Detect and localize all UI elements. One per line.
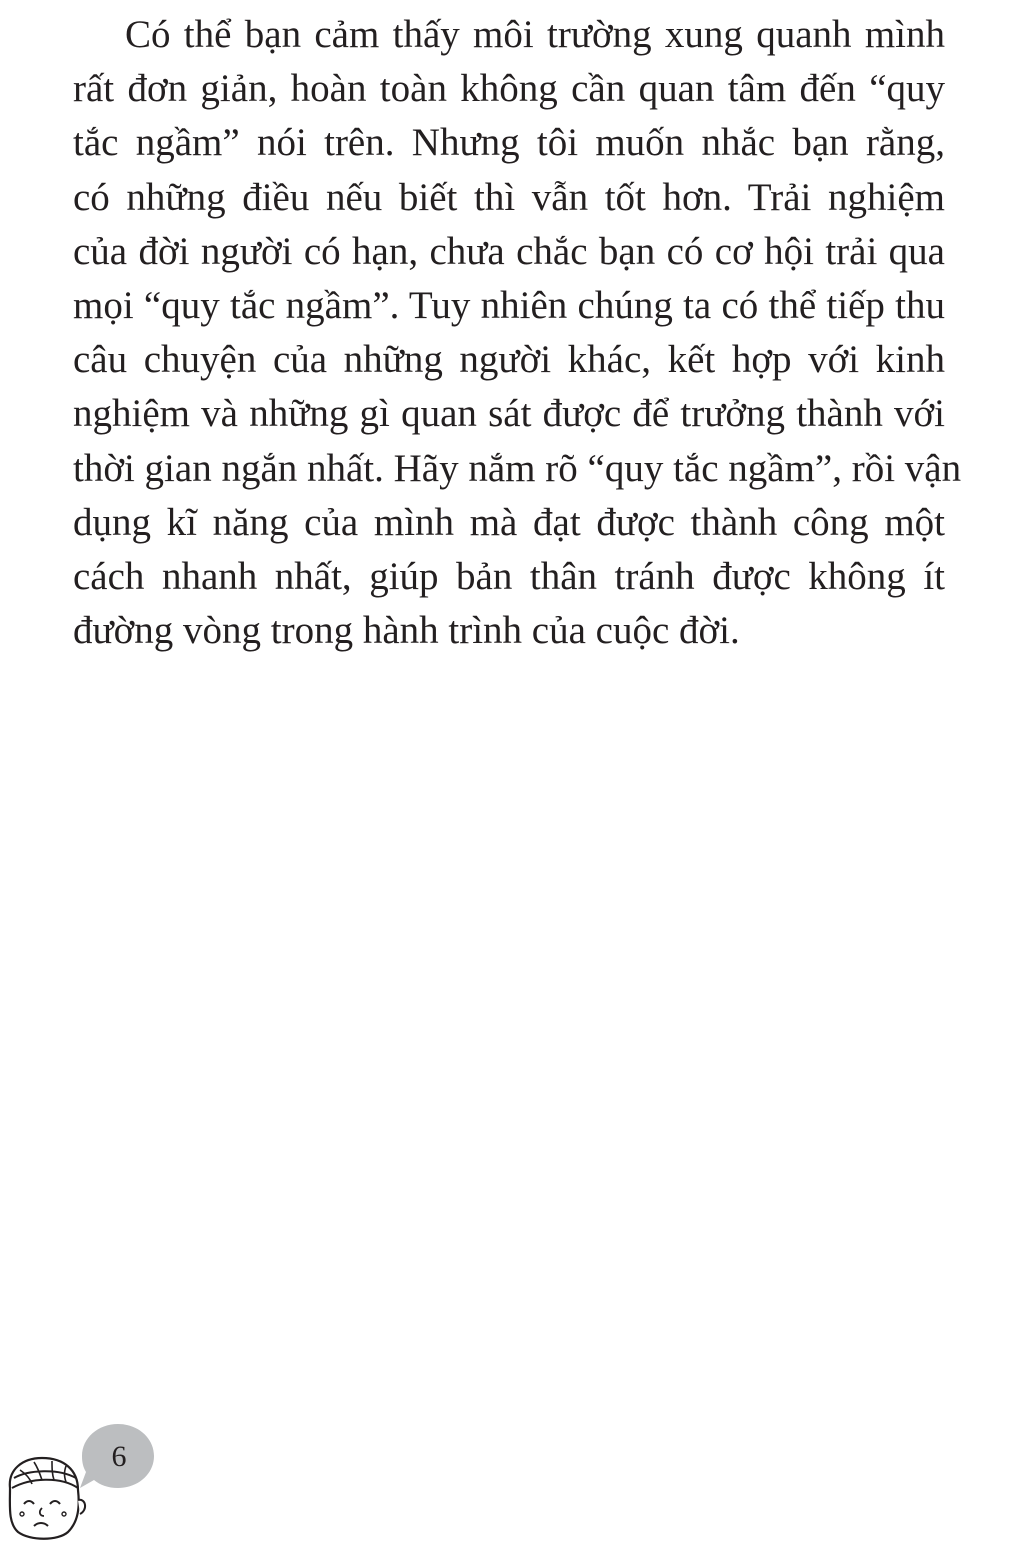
paragraph-line: của đời người có hạn, chưa chắc bạn có cơ hội trải qua: [73, 229, 945, 273]
cartoon-face-icon: [0, 1448, 90, 1544]
body-paragraph: [73, 8, 962, 658]
page-number: 6: [111, 1440, 127, 1473]
paragraph-line: câu chuyện của những người khác, kết hợp với kinh: [73, 338, 945, 382]
paragraph-line: rất đơn giản, hoàn toàn không cần quan tâm đến “quy: [73, 67, 945, 111]
paragraph-line: cách nhanh nhất, giúp bản thân tránh được không ít: [73, 554, 945, 598]
page-footer: [0, 1408, 200, 1544]
paragraph-line: mọi “quy tắc ngầm”. Tuy nhiên chúng ta có thể tiếp thu: [73, 283, 945, 327]
paragraph-line: thời gian ngắn nhất. Hãy nắm rõ “quy tắc ngầm”, rồi vận: [73, 446, 962, 490]
paragraph-line: đường vòng trong hành trình của cuộc đời.: [73, 609, 740, 653]
paragraph-line: tắc ngầm” nói trên. Nhưng tôi muốn nhắc bạn rằng,: [73, 121, 945, 165]
paragraph-line: có những điều nếu biết thì vẫn tốt hơn. Trải nghiệm: [73, 175, 945, 219]
paragraph-line: dụng kĩ năng của mình mà đạt được thành công một: [73, 500, 945, 544]
paragraph-line: Có thể bạn cảm thấy môi trường xung quanh mình: [125, 13, 945, 56]
paragraph-line: nghiệm và những gì quan sát được để trưởng thành với: [73, 392, 945, 436]
